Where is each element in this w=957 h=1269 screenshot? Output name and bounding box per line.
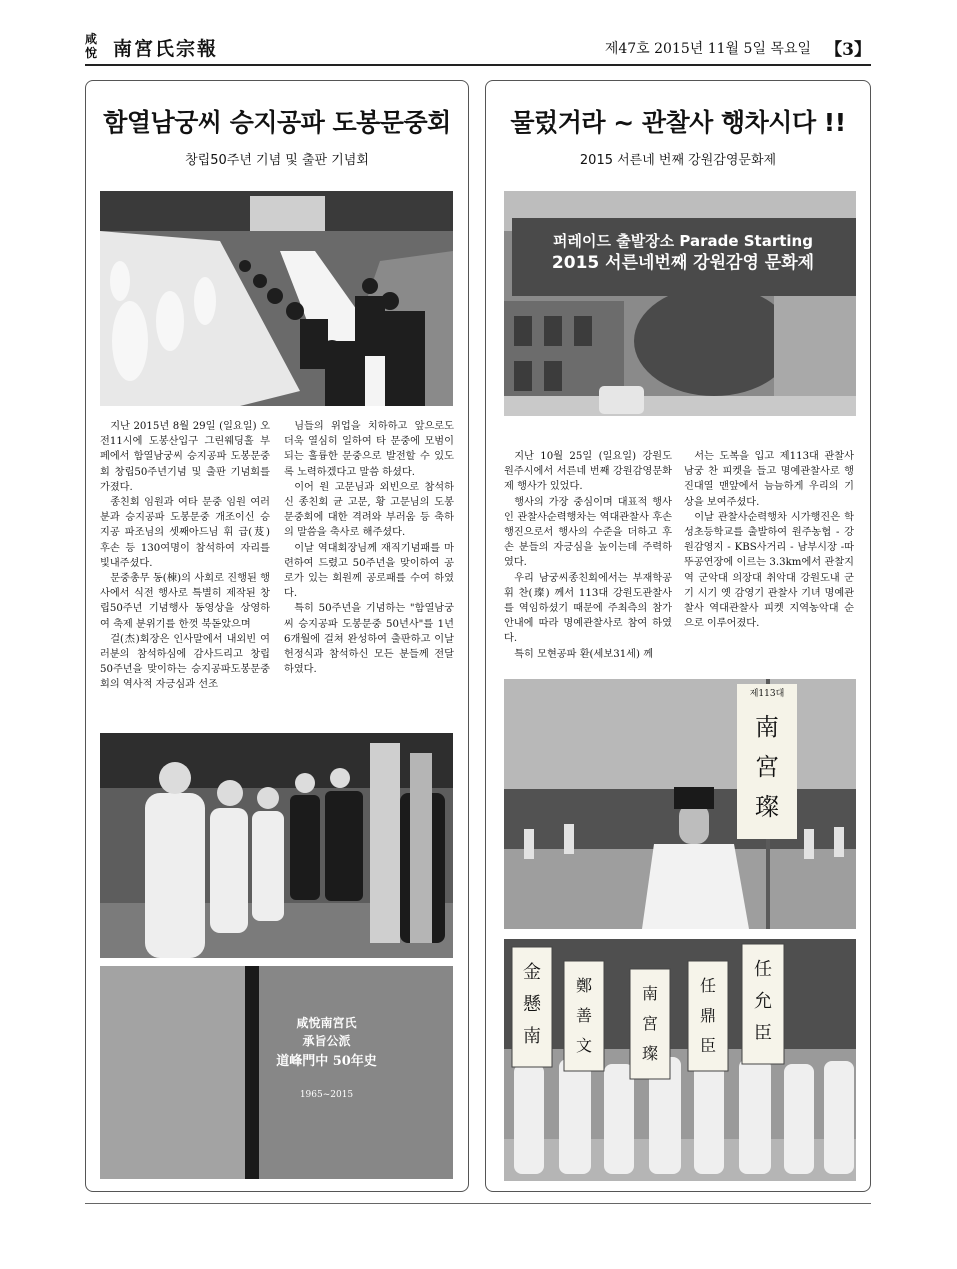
paragraph: 우리 남궁씨종친회에서는 부재학공 휘 찬(璨) 께서 113대 강원도관찰사를 역임하셨기 때문에 주최측의 참가안내에 따라 명예관찰사로 참여 하였다. xyxy=(504,572,672,645)
name-sign xyxy=(737,687,797,827)
banner-char: 鼎 xyxy=(699,1006,716,1025)
parade-start-photo xyxy=(504,191,856,416)
book-years: 1965~2015 xyxy=(299,1090,354,1100)
paragraph: 지난 10월 25일 (일요일) 강원도 원주시에서 서른네 번째 강원감영문화제 행사가 있었다. xyxy=(504,451,672,493)
paragraph: 걸(杰)회장은 인사말에서 내외빈 여러분의 참석하심에 감사드리고 창립50주년을 맞이하는 승지공파도봉문중회의 역사적 자긍심과 선조 xyxy=(100,633,270,691)
paragraph: 이어 원 고문님과 외빈으로 참석하신 종친회 균 고문, 황 고문님의 도봉문중회에 대한 격려와 부러움 등 축하의 말씀을 축사로 해주셨다. xyxy=(284,481,454,539)
banner-金懸南 xyxy=(512,957,552,1053)
sign-top-label: 제113대 xyxy=(749,689,785,699)
banner-char: 文 xyxy=(575,1036,592,1055)
issue-date-line: 제47호 2015년 11월 5일 목요일 xyxy=(604,41,811,57)
left-subhead: 창립50주년 기념 및 출판 기념회 xyxy=(185,153,369,168)
banner-line-1: 퍼레이드 출발장소 Parade Starting xyxy=(553,232,813,250)
paragraph: 특히 모현공파 환(세보31세) 께 xyxy=(514,648,654,660)
banquet-hall-photo xyxy=(100,191,453,406)
banner-任允臣 xyxy=(742,954,784,1050)
paragraph: 님들의 위업을 치하하고 앞으로도 더욱 열심히 일하여 타 문중에 모범이 되는 훌륭한 문중으로 발전할 수 있도록 노력하겠다고 말씀 하셨다. xyxy=(284,421,454,478)
banner-char: 臣 xyxy=(754,1023,772,1044)
book-title-line-2: 承旨公派 xyxy=(302,1034,351,1048)
banner-南宮璨 xyxy=(630,979,670,1069)
sign-char: 南 xyxy=(755,713,779,741)
paragraph: 특히 50주년을 기념하는 "함열남궁씨 승지공파 도봉문중 50년사"를 1년6개월에 걸쳐 완성하여 출판하고 이날 헌정식과 참석하신 모든 분들께 전달 하였다. xyxy=(284,603,454,676)
sign-char: 宮 xyxy=(755,753,779,781)
paragraph: 지난 2015년 8월 29일 (일요일) 오전11시에 도봉산입구 그린웨딩홀 부페에서 함열남궁씨 승지공파 도봉문중회 창립50주년기념 및 출판 기념회를 가졌다. xyxy=(100,421,270,493)
right-article-column-1 xyxy=(504,449,672,662)
paragraph: 이날 관찰사순력행차 시가행진은 학성초등학교를 출발하여 원주농협 - 강원감영지 - KBS사거리 - 남부시장 -따뚜공연장에 이르는 3.3km에서 관찰지역 군악대 의장대 취악대 강원도내 군기 시기 옛 감영기 관찰사 기녀 명예관찰사 역대관찰사 피켓 지역농악대 순으로 이루어졌다. xyxy=(684,511,854,630)
paragraph: 종친회 임원과 여타 문중 임원 여러분과 승지공파 도봉문중 개조이신 승지공 파조님의 셋째아드님 휘 급(芨) 후손 등 130여명이 참석하여 자리를 빛내주셨다. xyxy=(100,497,270,569)
left-headline: 함열남궁씨 승지공파 도봉문중회 xyxy=(103,108,451,137)
banner-char: 允 xyxy=(754,991,772,1012)
right-subhead: 2015 서른네 번째 강원감영문화제 xyxy=(579,153,777,168)
paragraph: 문중총무 동(棟)의 사회로 진행된 행사에서 식전 행사로 특별히 제작된 창립50주년 기념행사 동영상을 상영하여 축제 분위기를 한껏 북돋았으며 xyxy=(100,573,270,630)
page-number: 【3】 xyxy=(825,40,871,60)
right-article-panel xyxy=(485,80,871,1192)
official-holding-sign-photo xyxy=(504,679,856,929)
parade-banner xyxy=(514,231,852,275)
left-article-column-1 xyxy=(100,419,270,693)
banner-char: 善 xyxy=(575,1006,592,1025)
footer-rule xyxy=(85,1203,871,1204)
banner-char: 懸 xyxy=(523,994,541,1015)
left-article-column-2 xyxy=(284,419,454,677)
book-title-line-1: 咸悅南宮氏 xyxy=(296,1016,357,1030)
book-cover-photo xyxy=(100,966,453,1179)
banner-char: 臣 xyxy=(699,1036,716,1055)
paragraph: 서는 도복을 입고 제113대 관찰사 남궁 찬 피켓을 들고 명예관찰사로 행진대열 맨앞에서 늠늠하게 우리의 기상을 보여주셨다. xyxy=(684,451,854,508)
banner-char: 璨 xyxy=(641,1044,658,1063)
header-small-mark: 咸悅 xyxy=(85,32,98,60)
paragraph: 행사의 가장 중심이며 대표적 행사인 관찰사순력행차는 역대관찰사 후손 행진으로서 행사의 수준을 더하고 후손 분들의 자긍심을 높이는데 주력하였다. xyxy=(504,496,672,569)
paragraph: 이날 역대회장님께 재직기념패를 마련하여 드렸고 50주년을 맞이하여 공로가 있는 회원께 공로패를 수여 하였다. xyxy=(284,542,454,600)
left-article-panel xyxy=(85,80,469,1192)
sign-char: 璨 xyxy=(755,793,779,821)
right-headline: 물렀거라 ~ 관찰사 행차시다 !! xyxy=(510,108,846,137)
newspaper-header xyxy=(85,30,871,66)
banner-char: 金 xyxy=(523,962,541,983)
book-title-line-3: 道峰門中 50年史 xyxy=(276,1054,377,1069)
banner-鄭善文 xyxy=(564,971,604,1061)
procession-photo xyxy=(504,939,856,1181)
banner-char: 南 xyxy=(523,1026,541,1047)
right-article-column-2 xyxy=(684,449,854,631)
book-title-block xyxy=(259,1014,394,1102)
newspaper-title: 南宮氏宗報 xyxy=(113,38,219,60)
banner-char: 宮 xyxy=(641,1014,658,1033)
banner-任鼎臣 xyxy=(688,971,728,1061)
banner-char: 南 xyxy=(641,984,658,1003)
banner-char: 鄭 xyxy=(575,976,592,995)
elders-greeting-photo xyxy=(100,733,453,958)
banner-char: 任 xyxy=(754,959,772,980)
banner-line-2: 2015 서른네번째 강원감영 문화제 xyxy=(551,253,815,273)
banner-char: 任 xyxy=(699,976,716,995)
